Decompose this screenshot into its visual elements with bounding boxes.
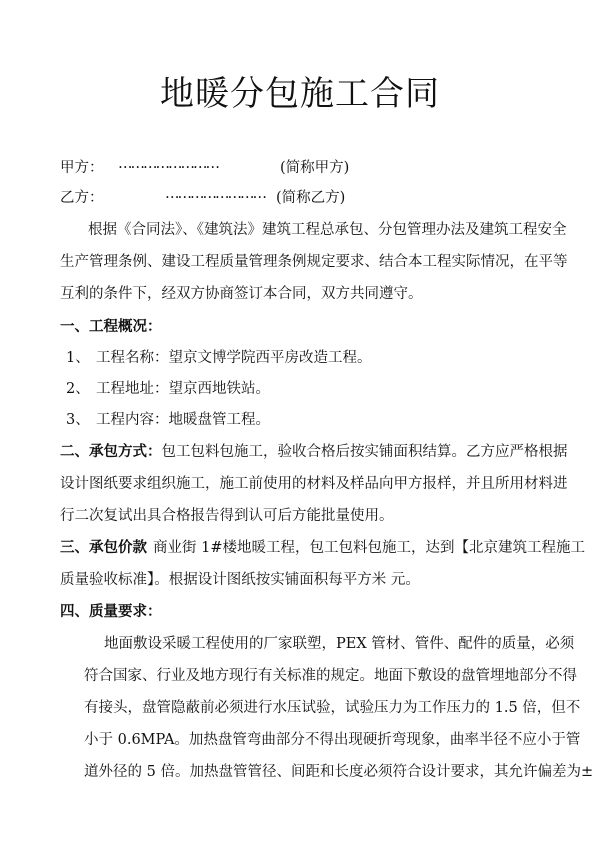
section-text: 地面敷设采暖工程使用的厂家联塑，PEX 管材、管件、配件的质量，必须 [104,636,575,652]
party-b-label: 乙方： [60,190,104,206]
document-title: 地暖分包施工合同 [160,74,440,114]
section-text: 符合国家、行业及地方现行有关标准的规定。地面下敷设的盘管埋地部分不得 [84,668,577,684]
section-heading: 四、质量要求： [60,603,162,620]
section-text: 行二次复试出具合格报告得到认可后方能批量使用。 [60,508,394,524]
section-heading: 一、工程概况： [60,318,162,335]
section-text: 设计图纸要求组织施工，施工前使用的材料及样品向甲方报样，并且所用材料进 [60,476,568,492]
section-text: 小于 0.6MPA。加热盘管弯曲部分不得出现硬折弯现象，曲率半径不应小于管 [84,732,581,748]
list-item-number: 2、 [66,381,90,397]
party-a-blank: …………………… [118,156,218,172]
section-text: 包工包料包施工，验收合格后按实铺面积结算。乙方应严格根据 [161,444,568,460]
section-text: 质量验收标准】。根据设计图纸按实铺面积每平方米 元。 [60,572,420,588]
intro-line: 根据《合同法》、《建筑法》建筑工程总承包、分包管理办法及建筑工程安全 [88,222,567,238]
party-a-note: (简称甲方) [280,160,350,176]
intro-line: 互利的条件下，经双方协商签订本合同，双方共同遵守。 [60,286,423,302]
party-b-blank: …………………… [165,186,265,202]
list-item-number: 3、 [66,412,90,428]
list-item-number: 1、 [66,350,90,366]
list-item-text: 工程地址：望京西地铁站。 [96,381,270,397]
list-item-text: 工程内容：地暖盘管工程。 [96,412,270,428]
section3-first-line [60,538,585,558]
section-heading: 三、承包价款 [60,539,147,556]
section-text: 道外径的 5 倍。加热盘管管径、间距和长度必须符合设计要求，其允许偏差为± [84,764,594,780]
section2-first-line [60,442,568,462]
section-text: 有接头，盘管隐蔽前必须进行水压试验，试验压力为工作压力的 1.5 倍，但不 [84,700,581,716]
party-b-note: (简称乙方) [276,190,346,206]
section-text: 商业街 1#楼地暖工程，包工包料包施工，达到【北京建筑工程施工 [153,540,585,556]
section-heading: 二、承包方式： [60,443,162,460]
party-a-label: 甲方： [60,160,104,176]
list-item-text: 工程名称：望京文博学院西平房改造工程。 [96,350,372,366]
intro-line: 生产管理条例、建设工程质量管理条例规定要求、结合本工程实际情况，在平等 [60,254,568,270]
